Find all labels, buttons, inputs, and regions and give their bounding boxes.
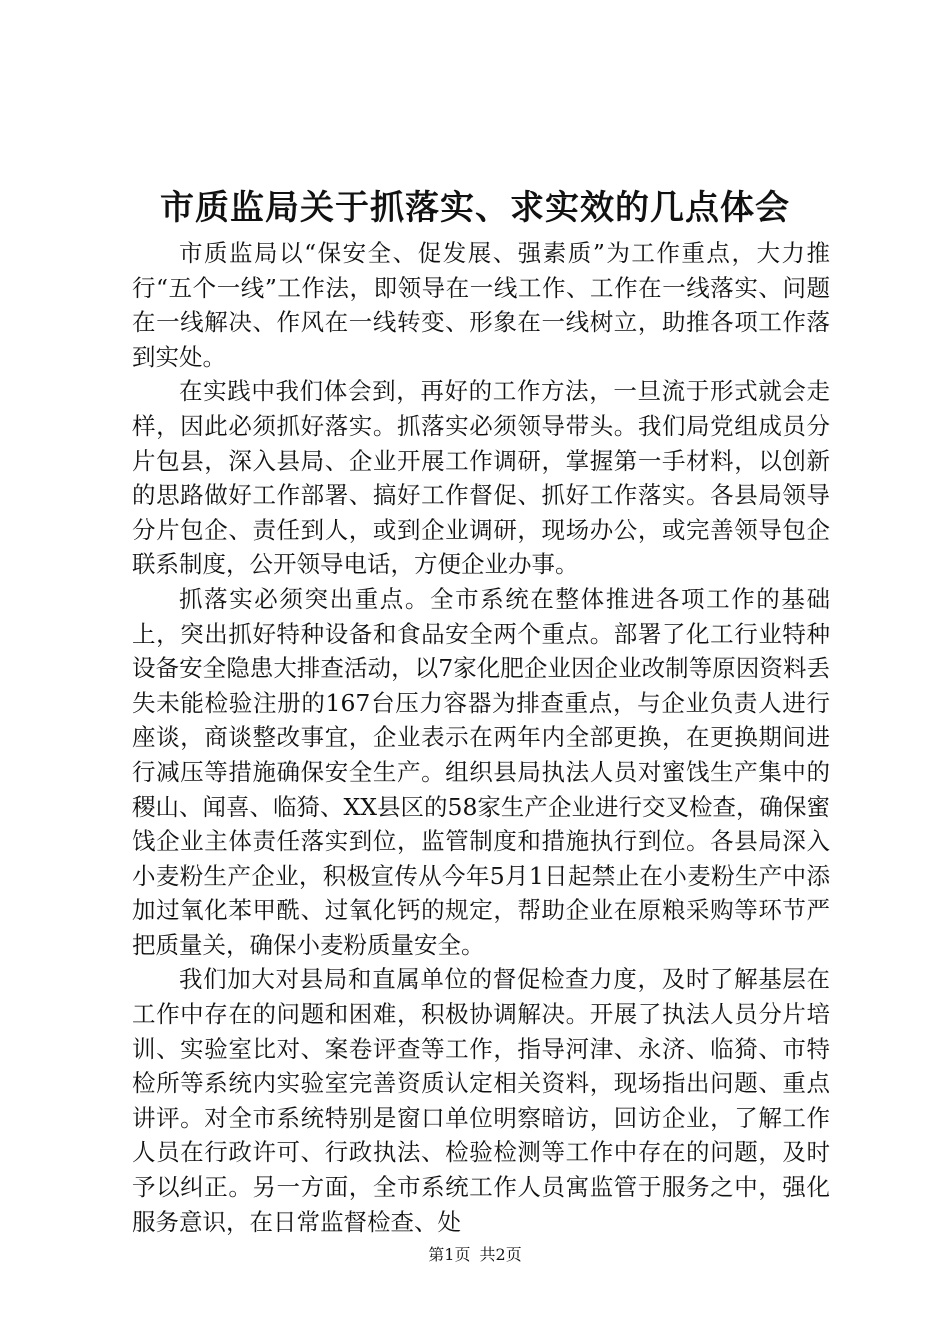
paragraph-3: 抓落实必须突出重点。全市系统在整体推进各项工作的基础上，突出抓好特种设备和食品安全两个重点。部署了化工行业特种设备安全隐患大排查活动，以7家化肥企业因企业改制等原因资料丢失未能检验注册的167台压力容器为排查重点，与企业负责人进行座谈，商谈整改事宜，企业表示在两年内全部更换，在更换期间进行减压等措施确保安全生产。组织县局执法人员对蜜饯生产集中的稷山、闻喜、临猗、XX县区的58家生产企业进行交叉检查，确保蜜饯企业主体责任落实到位，监管制度和措施执行到位。各县局深入小麦粉生产企业，积极宣传从今年5月1日起禁止在小麦粉生产中添加过氧化苯甲酰、过氧化钙的规定，帮助企业在原粮采购等环节严把质量关，确保小麦粉质量安全。	[132, 584, 830, 959]
document-title: 市质监局关于抓落实、求实效的几点体会	[160, 188, 790, 228]
paragraph-2: 在实践中我们体会到，再好的工作方法，一旦流于形式就会走样，因此必须抓好落实。抓落实必须领导带头。我们局党组成员分片包县，深入县局、企业开展工作调研，掌握第一手材料，以创新的思路做好工作部署、搞好工作督促、抓好工作落实。各县局领导分片包企、责任到人，或到企业调研，现场办公，或完善领导包企联系制度，公开领导电话，方便企业办事。	[132, 377, 830, 579]
page-number-total: 共2页	[479, 1245, 522, 1264]
paragraph-4: 我们加大对县局和直属单位的督促检查力度，及时了解基层在工作中存在的问题和困难，积极协调解决。开展了执法人员分片培训、实验室比对、案卷评查等工作，指导河津、永济、临猗、市特检所等系统内实验室完善资质认定相关资料，现场指出问题、重点讲评。对全市系统特别是窗口单位明察暗访，回访企业，了解工作人员在行政许可、行政执法、检验检测等工作中存在的问题，及时予以纠正。另一方面，全市系统工作人员寓监管于服务之中，强化服务意识，在日常监督检查、处	[132, 965, 830, 1236]
document-body	[132, 236, 830, 1239]
paragraph-1: 市质监局以“保安全、促发展、强素质”为工作重点，大力推行“五个一线”工作法，即领导在一线工作、工作在一线落实、问题在一线解决、作风在一线转变、形象在一线树立，助推各项工作落到实处。	[132, 239, 830, 371]
page-footer	[0, 1244, 950, 1266]
page-number-current: 第1页	[428, 1245, 471, 1264]
